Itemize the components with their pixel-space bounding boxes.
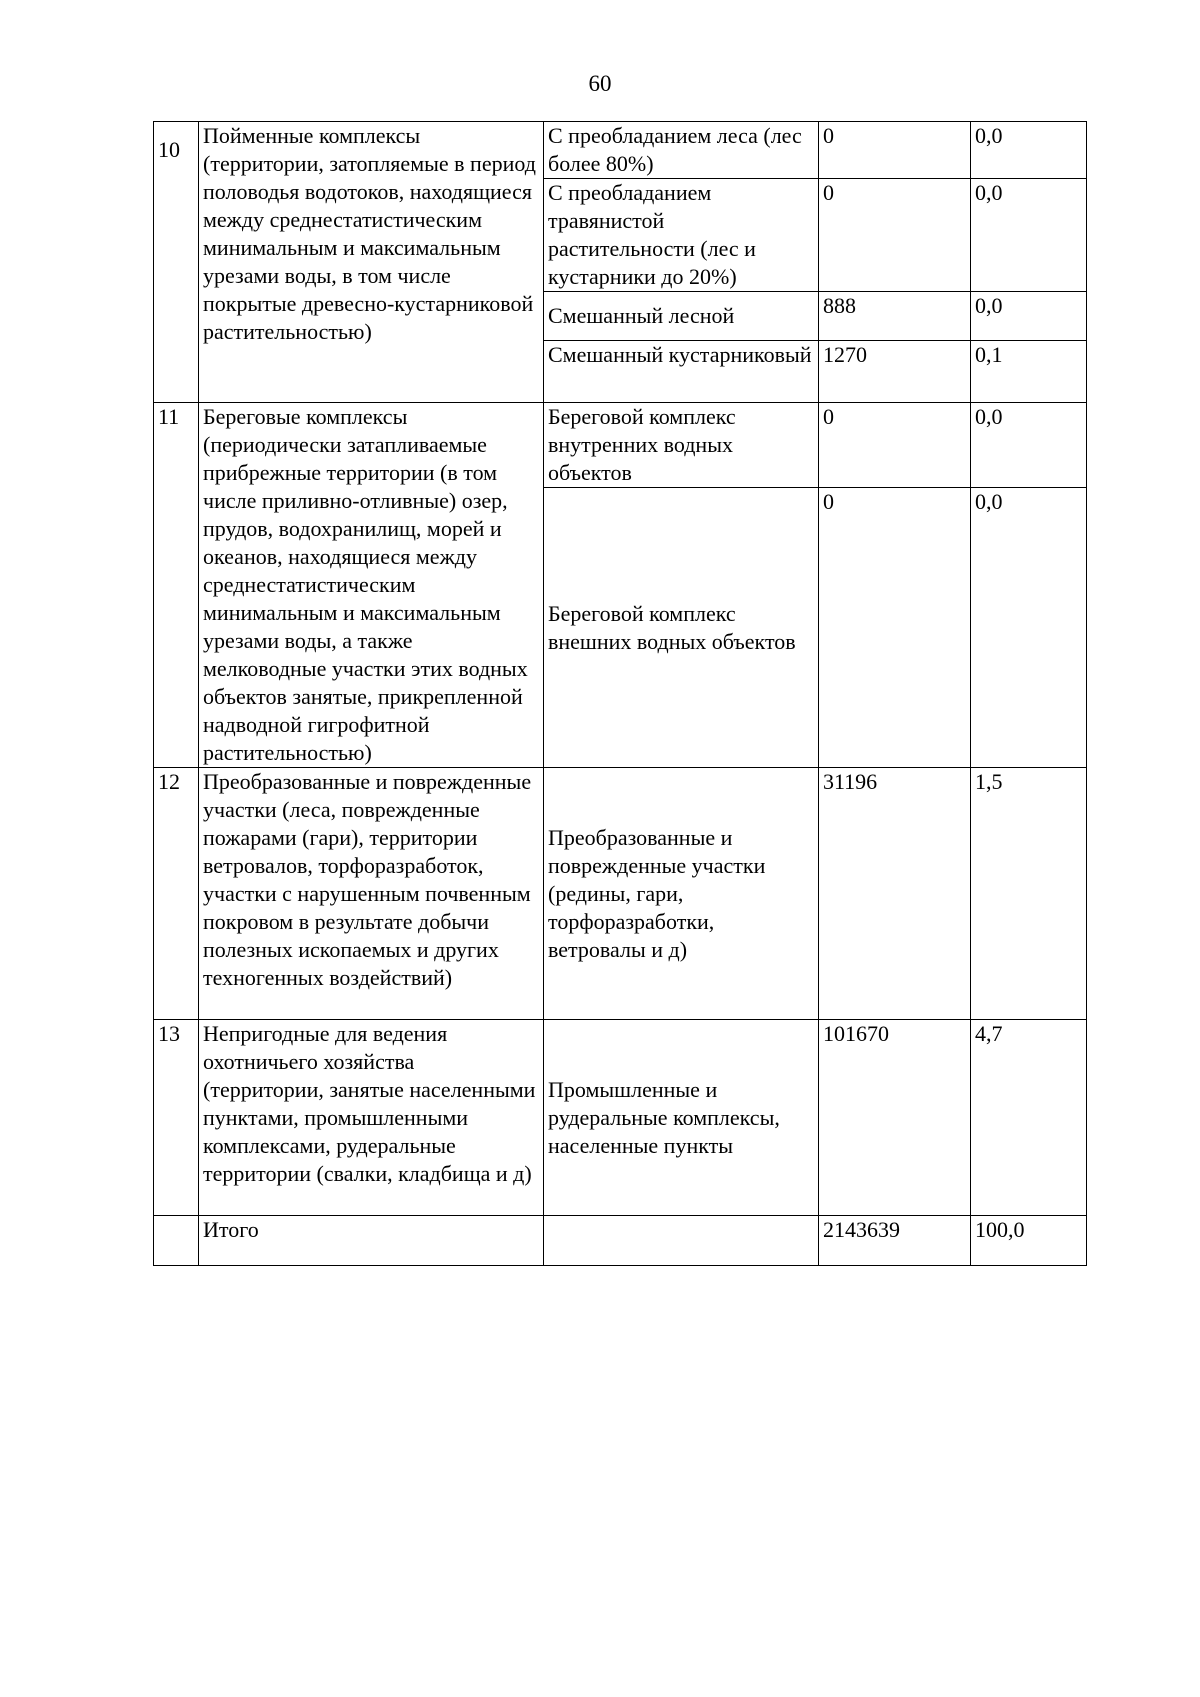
type-text: Смешанный кустарниковый (548, 342, 812, 367)
area-cell: 101670 (819, 1020, 971, 1216)
row-number: 11 (154, 403, 199, 768)
type-text: Береговой комплекс внешних водных объектов (548, 600, 796, 654)
table-row-total (154, 1216, 1087, 1266)
total-percent-cell: 100,0 (971, 1216, 1087, 1266)
type-cell (544, 488, 819, 768)
row-number: 10 (154, 122, 199, 403)
type-text: С преобладанием травянистой растительности (лес и кустарники до 20%) (548, 180, 756, 289)
category-text: Непригодные для ведения охотничьего хозяйства (территории, занятые населенными пунктами, промышленными комплексами, рудеральные территории (свалки, кладбища и д) (203, 1021, 536, 1186)
type-cell-empty (544, 1216, 819, 1266)
percent-cell: 0,0 (971, 122, 1087, 179)
type-cell (544, 1020, 819, 1216)
category-cell (199, 122, 544, 403)
row-number-empty (154, 1216, 199, 1266)
area-cell: 0 (819, 179, 971, 292)
percent-cell: 0,0 (971, 292, 1087, 341)
percent-cell: 0,1 (971, 341, 1087, 403)
category-cell (199, 1020, 544, 1216)
area-cell: 0 (819, 122, 971, 179)
type-text: Преобразованные и поврежденные участки (редины, гари, торфоразработки, ветровалы и д) (548, 824, 766, 962)
type-text: Смешанный лесной (548, 303, 735, 328)
type-cell (544, 292, 819, 341)
table-row-10 (154, 122, 1087, 179)
type-text: Промышленные и рудеральные комплексы, населенные пункты (548, 1076, 780, 1158)
percent-cell: 0,0 (971, 403, 1087, 488)
row-number: 12 (154, 768, 199, 1020)
total-label: Итого (199, 1216, 544, 1266)
percent-cell: 4,7 (971, 1020, 1087, 1216)
type-cell (544, 122, 819, 179)
area-cell: 0 (819, 488, 971, 768)
category-text: Береговые комплексы (периодически затапливаемые прибрежные территории (в том числе приливно-отливные) озер, прудов, водохранилищ, морей и океанов, находящиеся между среднестатистическим минимальным и максимальным урезами воды, а также мелководные участки этих водных объектов занятые, прикрепленной надводной гигрофитной растительностью) (203, 404, 528, 765)
area-cell: 888 (819, 292, 971, 341)
row-number: 13 (154, 1020, 199, 1216)
category-cell (199, 403, 544, 768)
category-text: Пойменные комплексы (территории, затопляемые в период половодья водотоков, находящиеся между среднестатистическим минимальным и максимальным урезами воды, в том числе покрытые древесно-кустарниковой растительностью) (203, 123, 536, 344)
category-cell (199, 768, 544, 1020)
type-cell (544, 341, 819, 403)
percent-cell: 1,5 (971, 768, 1087, 1020)
percent-cell: 0,0 (971, 488, 1087, 768)
type-cell (544, 768, 819, 1020)
area-cell: 1270 (819, 341, 971, 403)
habitat-area-table (153, 121, 1087, 1266)
category-text: Преобразованные и поврежденные участки (леса, поврежденные пожарами (гари), территории ветровалов, торфоразработок, участки с нарушенным почвенным покровом в результате добычи полезных ископаемых и других техногенных воздействий) (203, 769, 532, 990)
area-cell: 31196 (819, 768, 971, 1020)
area-cell: 0 (819, 403, 971, 488)
table-row-12 (154, 768, 1087, 1020)
type-cell (544, 403, 819, 488)
table-row-11 (154, 403, 1087, 488)
type-text: Береговой комплекс внутренних водных объектов (548, 404, 736, 485)
type-text: С преобладанием леса (лес более 80%) (548, 123, 802, 176)
page-number: 60 (588, 71, 612, 96)
type-cell (544, 179, 819, 292)
total-area-cell: 2143639 (819, 1216, 971, 1266)
table-row-13 (154, 1020, 1087, 1216)
percent-cell: 0,0 (971, 179, 1087, 292)
